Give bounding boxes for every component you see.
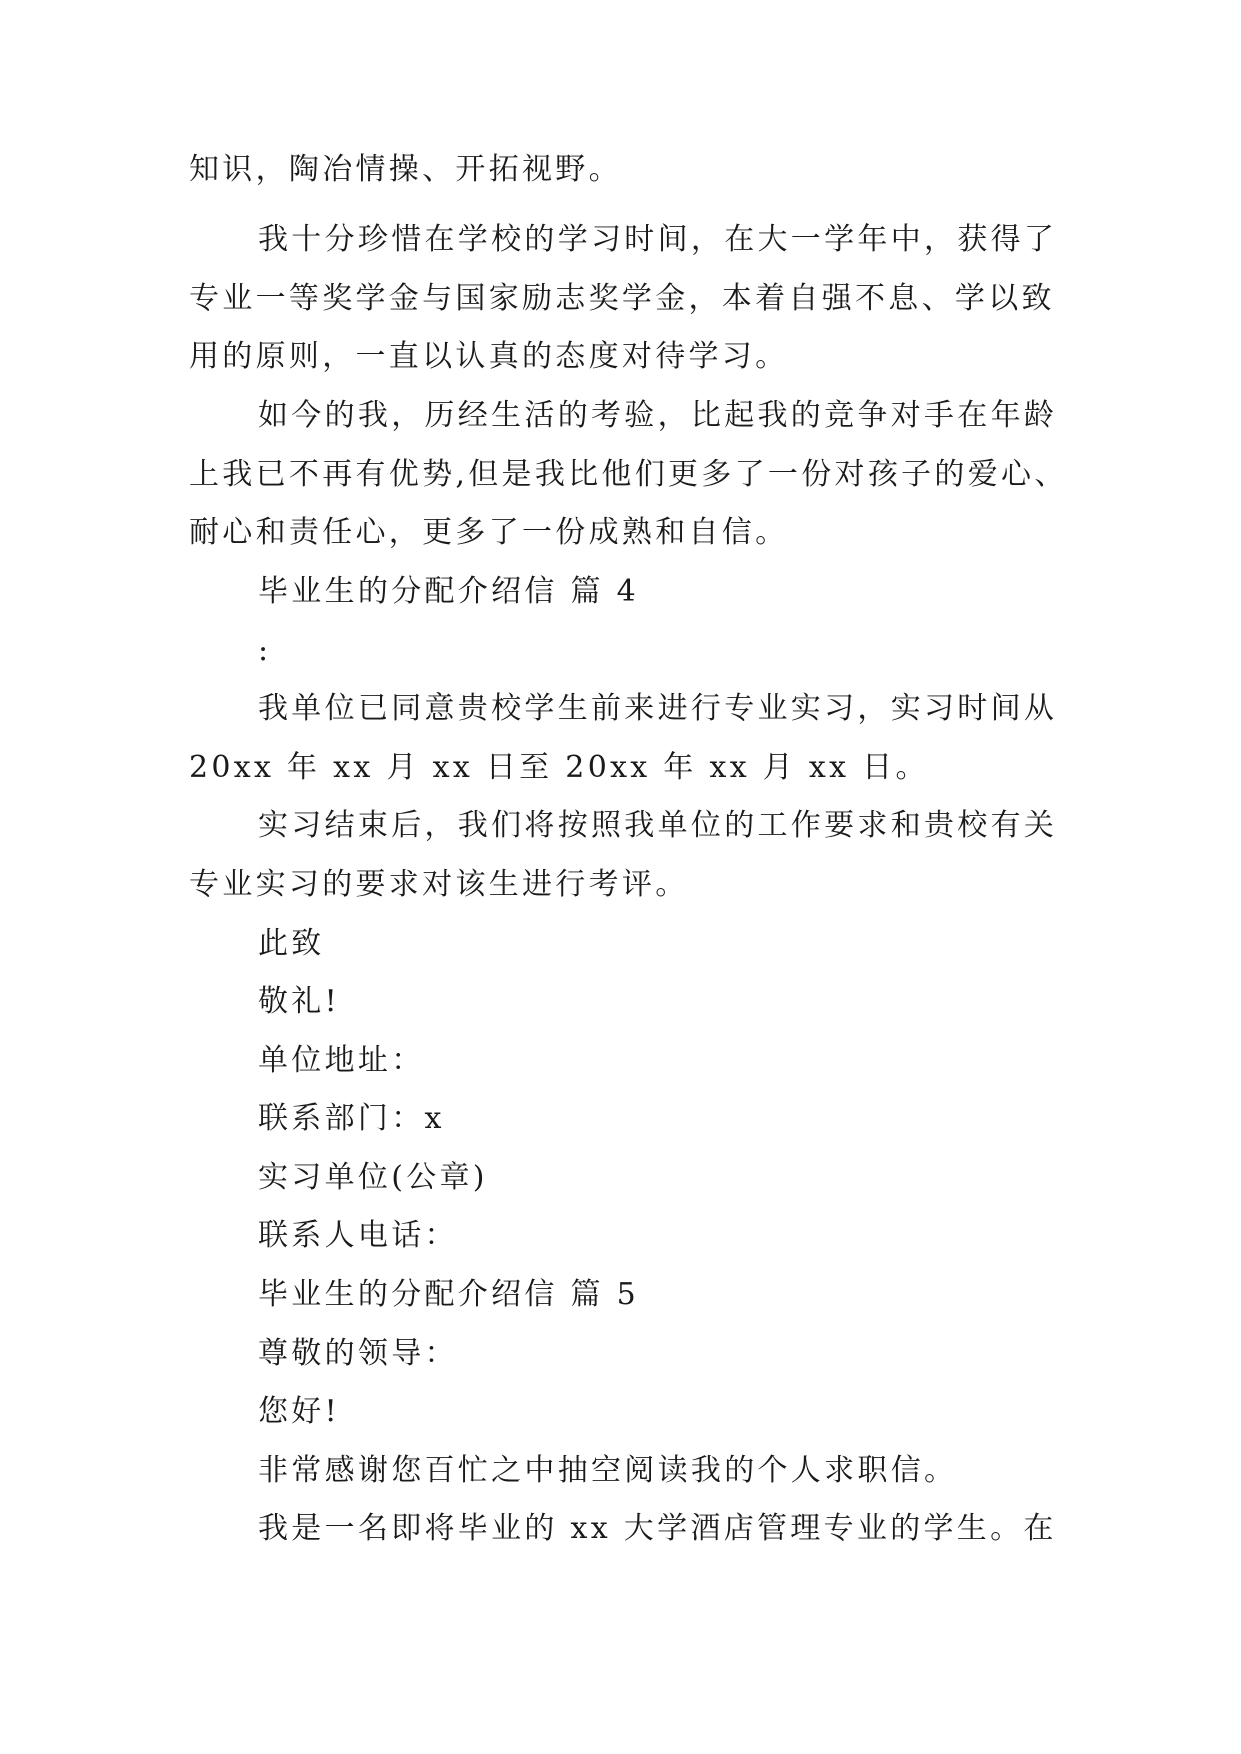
salutation: 尊敬的领导： [258, 1336, 458, 1371]
section-heading: 毕业生的分配介绍信 篇 4 [258, 574, 640, 609]
field-line: 单位地址： [258, 1043, 425, 1078]
text-line: 知识，陶冶情操、开拓视野。 [189, 152, 622, 187]
text-line: 我单位已同意贵校学生前来进行专业实习，实习时间从 [258, 691, 1058, 726]
greeting: 您好! [258, 1394, 340, 1429]
field-line: 联系人电话： [258, 1218, 458, 1253]
field-line: 联系部门：x [258, 1101, 445, 1136]
text-line: 实习结束后，我们将按照我单位的工作要求和贵校有关 [258, 808, 1058, 843]
text-line: 专业一等奖学金与国家励志奖学金，本着自强不息、学以致 [189, 281, 1055, 316]
text-line: 我是一名即将毕业的 xx 大学酒店管理专业的学生。在 [258, 1511, 1057, 1546]
section-heading: 毕业生的分配介绍信 篇 5 [258, 1277, 640, 1312]
text-line: 非常感谢您百忙之中抽空阅读我的个人求职信。 [258, 1453, 958, 1488]
text-line: 如今的我，历经生活的考验，比起我的竞争对手在年龄 [258, 398, 1058, 433]
closing-line: 此致 [258, 926, 325, 961]
text-line: 20xx 年 xx 月 xx 日至 20xx 年 xx 月 xx 日。 [189, 750, 929, 785]
text-line: 用的原则，一直以认真的态度对待学习。 [189, 339, 789, 374]
text-line: 耐心和责任心，更多了一份成熟和自信。 [189, 515, 789, 550]
text-line: 专业实习的要求对该生进行考评。 [189, 867, 689, 902]
closing-line: 敬礼! [258, 984, 340, 1019]
salutation: : [258, 633, 272, 668]
text-line: 上我已不再有优势,但是我比他们更多了一份对孩子的爱心、 [189, 457, 1068, 492]
text-line: 我十分珍惜在学校的学习时间，在大一学年中，获得了 [258, 222, 1058, 257]
field-line: 实习单位(公章) [258, 1160, 488, 1195]
